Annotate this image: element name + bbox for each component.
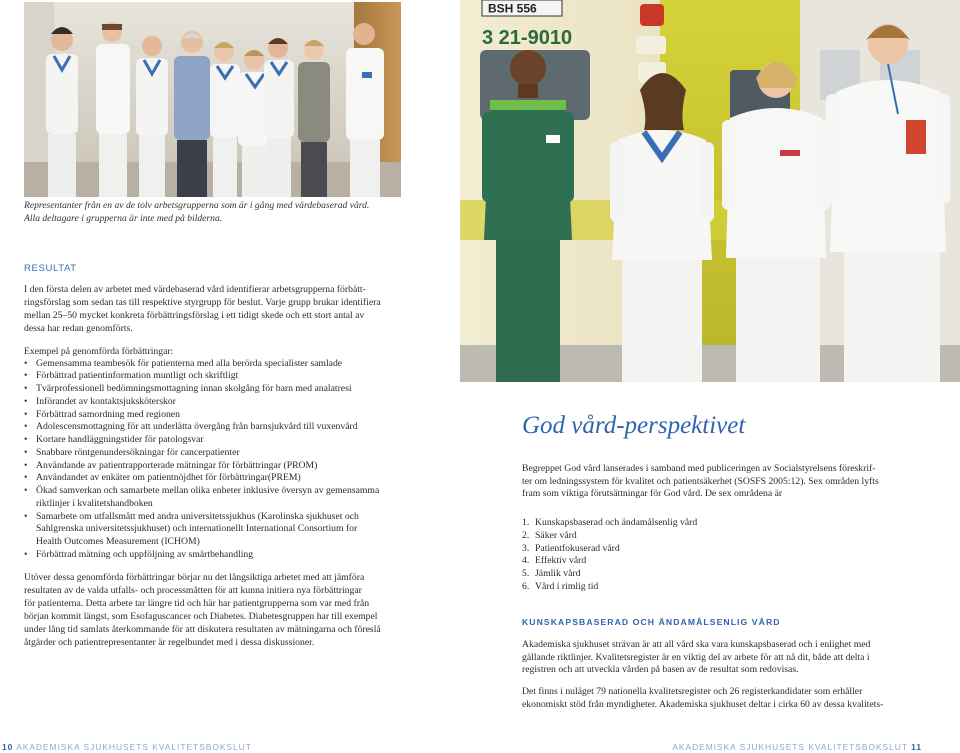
improvement-item (24, 485, 424, 511)
area-label: Effektiv vård (535, 555, 587, 567)
improvement-item (24, 409, 424, 422)
examples-intro (24, 345, 424, 358)
improvement-item-text: • Snabbare röntgenundersökningar för cancerpatienter (36, 446, 240, 458)
improvement-item-text: • Kortare handläggningstider för patologsvar (36, 434, 204, 445)
improvements-list (24, 358, 424, 562)
improvement-item (24, 396, 424, 409)
paragraph-line: Det finns i nuläget 79 nationella kvalitetsregister och 26 registerkandidater som erhåller (522, 686, 863, 697)
area-number: 3. (522, 542, 530, 554)
improvement-item-text: • Samarbete om utfallsmått med andra universitetssjukhus (Karolinska sjukhuset och (36, 510, 359, 522)
area-item (522, 568, 697, 581)
area-number: 2. (522, 529, 530, 541)
paragraph-line: mellan 25–50 mycket konkreta förbättringsförslag i ett tidigt skede och ett stort antal av (24, 310, 365, 321)
area-label: Patientfokuserad vård (535, 542, 620, 554)
paragraph-line: gällande riktlinjer. Kvalitetsregister är en viktig del av arbete för att nå dit, både att delta i (522, 651, 870, 663)
area-item (522, 581, 697, 594)
improvement-item (24, 358, 424, 371)
area-number: 5. (522, 568, 530, 580)
ambulance-number: 3 21-9010 (482, 27, 573, 49)
area-item (522, 543, 697, 556)
area-label: Säker vård (535, 529, 577, 541)
improvement-item-text: riktlinjer i kvalitetshandboken (36, 497, 153, 509)
page-number-right: 11 (911, 742, 922, 752)
paragraph-line: dessa har redan genomförts. (24, 323, 133, 334)
registry-paragraph (522, 686, 922, 711)
improvement-item-text: Sahlgrenska universitetssjukhuset) och internationellt International Consortium for (36, 523, 358, 535)
god-vard-title: God vård-perspektivet (522, 412, 746, 439)
improvement-item-text: • Ökad samverkan och samarbete mellan olika enheter inklusive översyn av gemensamma (36, 485, 380, 496)
closing-paragraph (24, 571, 424, 649)
area-label: Jämlik vård (535, 568, 581, 580)
improvement-item (24, 370, 424, 383)
improvement-item-text: • Förbättrad samordning med regionen (36, 408, 180, 420)
area-number: 1. (522, 517, 530, 528)
improvement-item-text: Health Outcomes Measurement (ICHOM) (36, 536, 200, 547)
footer-publication-right: AKADEMISKA SJUKHUSETS KVALITETSBOKSLUT (672, 742, 908, 752)
paragraph-line: Begreppet God vård lanserades i samband med publiceringen av Socialstyrelsens föreskrif- (522, 463, 876, 474)
quality-paragraph (522, 639, 922, 677)
paragraph-line: början kommit längst, som Esofaguscancer och Diabetes. Diabetesgruppen har till exempel (24, 611, 378, 622)
improvement-item-text: • Tvärprofessionell bedömningsmottagning innan skolgång för barn med analatresi (36, 383, 352, 394)
improvement-item (24, 511, 424, 549)
paragraph-line: Utöver dessa genomförda förbättringar börjar nu det långsiktiga arbetet med att jämföra (24, 572, 365, 583)
improvement-item (24, 421, 424, 434)
paragraph-line: under lång tid samlats återkommande för att diskutera resultaten av mätningarna och föreslå (24, 624, 381, 635)
photo-caption (24, 200, 404, 225)
area-label: Kunskapsbaserad och ändamålsenlig vård (535, 517, 698, 528)
improvement-item-text: • Adolescensmottagning för att underlätta övergång från barnsjukvård till vuxenvård (36, 421, 358, 433)
staff-ambulance-photo (460, 0, 960, 382)
group-photo (24, 2, 401, 197)
ambulance-plate: BSH 556 (488, 1, 537, 16)
knowledge-subheading: KUNSKAPSBASERAD OCH ÄNDAMÅLSENLIG VÅRD (522, 617, 781, 627)
footer-publication-left: AKADEMISKA SJUKHUSETS KVALITETSBOKSLUT (16, 742, 252, 752)
paragraph-line: registren och att utveckla vården på basen av de resultat som redovisas. (522, 664, 799, 676)
area-item (522, 517, 697, 530)
page-number-left: 10 (2, 742, 14, 752)
six-areas-list (522, 517, 697, 594)
improvement-item-text: • Användande av patientrapporterade mätningar för förbättringar (PROM) (36, 459, 318, 471)
paragraph-line: åtgärder och patientrepresentanter är regelbundet med i dessa diskussioner. (24, 637, 315, 648)
results-paragraph (24, 283, 424, 335)
improvement-item-text: • Användandet av enkäter om patientnöjdhet för förbättringar(PREM) (36, 472, 301, 484)
paragraph-line: I den första delen av arbetet med värdebaserad vård identifierar arbetsgrupperna förbätt- (24, 284, 366, 295)
area-label: Vård i rimlig tid (535, 580, 599, 592)
paragraph-line: ekonomiskt stöd från myndigheter. Akademiska sjukhuset deltar i cirka 60 av dessa kvalitets- (522, 698, 884, 710)
improvement-item (24, 383, 424, 396)
improvement-item (24, 447, 424, 460)
god-vard-intro (522, 463, 922, 501)
area-item (522, 555, 697, 568)
improvement-item-text: • Gemensamma teambesök för patienterna med alla berörda specialister samlade (36, 357, 343, 369)
improvement-item (24, 472, 424, 485)
improvement-item-text: • Förbättrad patientinformation muntligt och skriftligt (36, 370, 239, 382)
paragraph-line: Akademiska sjukhuset strävan är att all vård ska vara kunskapsbaserad och i enlighet med (522, 639, 871, 650)
area-number: 4. (522, 555, 530, 567)
area-number: 6. (522, 580, 530, 592)
area-item (522, 530, 697, 543)
examples-intro-text: Exempel på genomförda förbättringar: (24, 346, 174, 357)
improvement-item (24, 549, 424, 562)
staff-ambulance-illustration (460, 0, 960, 382)
results-heading: RESULTAT (24, 263, 77, 274)
paragraph-line: ter om ledningssystem för kvalitet och patientsäkerhet (SOSFS 2005:12). Sex områden lyfts (522, 475, 879, 487)
improvement-item-text: • Införandet av kontaktsjuksköterskor (36, 395, 176, 407)
paragraph-line: fram som viktiga förutsättningar för God vård. De sex områdena är (522, 488, 783, 500)
improvement-item (24, 434, 424, 447)
improvement-item-text: • Förbättrad mätning och uppföljning av smärtbehandling (36, 548, 254, 560)
group-photo-illustration (24, 2, 401, 197)
paragraph-line: resultaten av de valda utfalls- och processmåtten för att kunna initiera nya förbättringar (24, 585, 362, 596)
footer-right (672, 742, 922, 752)
caption-line: Representanter från en av de tolv arbetsgrupperna som är i gång med värdebaserad vård. (24, 200, 370, 211)
footer-left (2, 742, 252, 752)
caption-line: Alla deltagare i grupperna är inte med på bilderna. (24, 212, 223, 224)
improvement-item (24, 460, 424, 473)
paragraph-line: för patienterna. Detta arbete tar längre tid och här har patientgrupperna som var med från (24, 598, 370, 609)
paragraph-line: ringsförslag som sedan tas till respektive styrgrupp för beslut. Varje grupp brukar identifiera (24, 297, 381, 308)
